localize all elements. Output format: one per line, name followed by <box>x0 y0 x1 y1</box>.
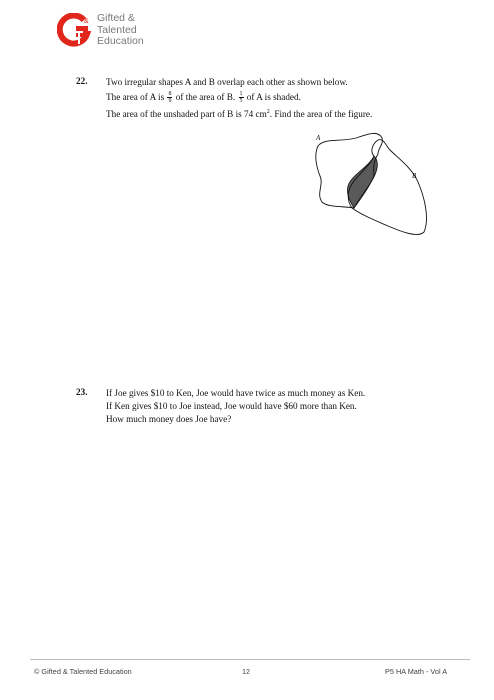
q22-line3-a: The area of the unshaded part of B is 74 cm <box>106 109 267 120</box>
footer-page-number: 12 <box>242 667 251 676</box>
q22-line2-b: of the area of B. <box>175 92 236 102</box>
overlap-figure <box>312 128 440 240</box>
frac2-num: 1 <box>239 91 243 98</box>
question-22-line-3 <box>106 106 372 120</box>
question-22-number: 22. <box>76 76 88 86</box>
question-22-line-1 <box>106 76 348 88</box>
question-23-number: 23. <box>76 387 88 397</box>
logo-line-1: Gifted & <box>97 12 135 24</box>
logo <box>57 13 167 51</box>
footer-divider <box>30 659 470 660</box>
label-a: A <box>316 134 321 142</box>
frac1-num: 8 <box>168 91 172 98</box>
fraction-8-9 <box>167 91 172 104</box>
q22-line3-b: . Find the area of the figure. <box>269 109 373 120</box>
fraction-1-5 <box>239 91 244 104</box>
shaded-overlap <box>347 156 377 208</box>
question-23-line-3: How much money does Joe have? <box>106 414 232 424</box>
logo-ampersand: & <box>84 18 89 25</box>
label-b: B <box>412 172 417 180</box>
question-22-line-2 <box>106 91 301 104</box>
q22-line1-text: Two irregular shapes A and B overlap each other as shown below. <box>106 77 348 87</box>
q22-line2-a: The area of A is <box>106 92 165 102</box>
logo-line-3: Education <box>97 35 144 47</box>
frac2-den: 5 <box>239 98 243 105</box>
q22-line3-sup: 2 <box>266 109 270 115</box>
footer-copyright: © Gifted & Talented Education <box>34 667 132 676</box>
logo-text <box>97 13 144 48</box>
logo-mark <box>57 13 93 49</box>
frac1-den: 9 <box>168 98 172 105</box>
question-23-line-2: If Ken gives $10 to Joe instead, Joe would have $60 more than Ken. <box>106 401 357 411</box>
logo-line-2: Talented <box>97 23 137 36</box>
question-23-line-1: If Joe gives $10 to Ken, Joe would have twice as much money as Ken. <box>106 388 366 398</box>
footer-title: P5 HA Math - Vol A <box>385 667 448 676</box>
q22-line2-c: of A is shaded. <box>246 92 301 102</box>
